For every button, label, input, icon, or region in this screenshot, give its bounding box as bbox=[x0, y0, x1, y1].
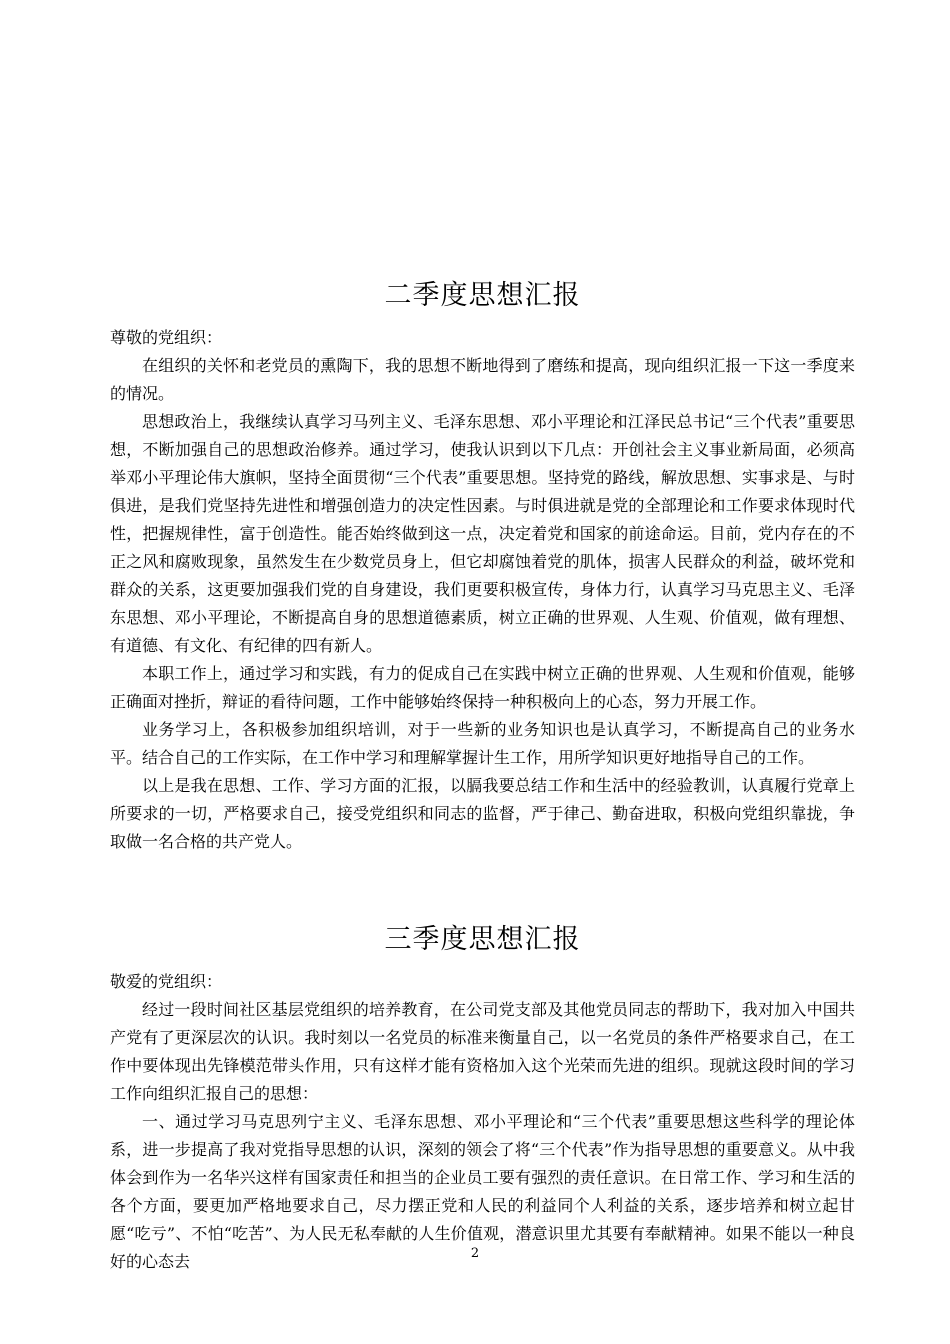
report-section-q3 bbox=[110, 922, 855, 1276]
section-title: 二季度思想汇报 bbox=[384, 280, 581, 311]
salutation: 敬爱的党组织： bbox=[110, 972, 223, 991]
paragraph: 以上是我在思想、工作、学习方面的汇报，以膈我要总结工作和生活中的经验教训，认真履行党章上所要求的一切，严格要求自己，接受党组织和同志的监督，严于律己、勤奋进取，积极向党组织靠拢，争取做一名合格的共产党人。 bbox=[110, 776, 855, 851]
paragraph: 业务学习上，各积极参加组织培训，对于一些新的业务知识也是认真学习，不断提高自己的业务水平。结合自己的工作实际，在工作中学习和理解掌握计生工作，用所学知识更好地指导自己的工作。 bbox=[110, 720, 855, 767]
report-section-q2 bbox=[110, 278, 855, 856]
paragraph: 在组织的关怀和老党员的熏陶下，我的思想不断地得到了磨练和提高，现向组织汇报一下这一季度来的情况。 bbox=[110, 356, 855, 403]
page-number: 2 bbox=[470, 1246, 480, 1261]
salutation: 尊敬的党组织： bbox=[110, 328, 223, 347]
paragraph: 本职工作上，通过学习和实践，有力的促成自己在实践中树立正确的世界观、人生观和价值观，能够正确面对挫折，辩证的看待问题，工作中能够始终保持一种积极向上的心态，努力开展工作。 bbox=[110, 664, 855, 711]
section-title: 三季度思想汇报 bbox=[384, 924, 581, 955]
paragraph: 一、通过学习马克思列宁主义、毛泽东思想、邓小平理论和“三个代表”重要思想这些科学的理论体系，进一步提高了我对党指导思想的认识，深刻的领会了将“三个代表”作为指导思想的重要意义。从中我体会到作为一名华兴这样有国家责任和担当的企业员工要有强烈的责任意识。在日常工作、学习和生活的各个方面，要更加严格地要求自己，尽力摆正党和人民的利益同个人利益的关系，逐步培养和树立起甘愿“吃亏”、不怕“吃苦”、为人民无私奉献的人生价值观，潜意识里尤其要有奉献精神。如果不能以一种良好的心态去 bbox=[110, 1112, 855, 1271]
paragraph: 思想政治上，我继续认真学习马列主义、毛泽东思想、邓小平理论和江泽民总书记“三个代表”重要思想，不断加强自己的思想政治修养。通过学习，使我认识到以下几点：开创社会主义事业新局面，必须高举邓小平理论伟大旗帜，坚持全面贯彻“三个代表”重要思想。坚持党的路线，解放思想、实事求是、与时俱进，是我们党坚持先进性和增强创造力的决定性因素。与时俱进就是党的全部理论和工作要求体现时代性，把握规律性，富于创造性。能否始终做到这一点，决定着党和国家的前途命运。目前，党内存在的不正之风和腐败现象，虽然发生在少数党员身上，但它却腐蚀着党的肌体，损害人民群众的利益，破坏党和群众的关系，这更要加强我们党的自身建设，我们更要积极宣传，身体力行，认真学习马克思主义、毛泽东思想、邓小平理论，不断提高自身的思想道德素质，树立正确的世界观、人生观、价值观，做有理想、有道德、有文化、有纪律的四有新人。 bbox=[110, 412, 855, 655]
paragraph: 经过一段时间社区基层党组织的培养教育，在公司党支部及其他党员同志的帮助下，我对加入中国共产党有了更深层次的认识。我时刻以一名党员的标准来衡量自己，以一名党员的条件严格要求自己，在工作中要体现出先锋模范带头作用，只有这样才能有资格加入这个光荣而先进的组织。现就这段时间的学习工作向组织汇报自己的思想： bbox=[110, 1000, 855, 1103]
